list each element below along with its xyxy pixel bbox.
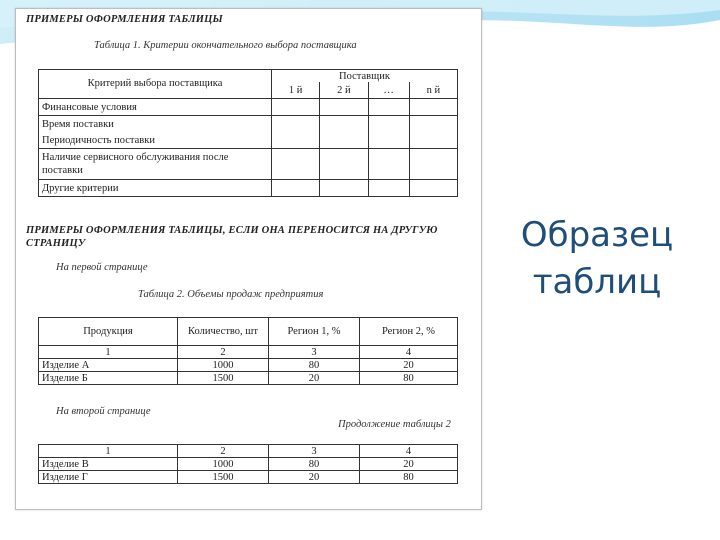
col-region-2: Регион 2, % bbox=[360, 318, 458, 346]
slide-title-line-1: Образец bbox=[520, 215, 674, 255]
col-number: 1 bbox=[39, 346, 178, 359]
col-product: Продукция bbox=[39, 318, 178, 346]
supplier-1: 1 й bbox=[272, 82, 320, 99]
region2-value: 80 bbox=[360, 471, 458, 484]
criteria-table bbox=[38, 69, 458, 197]
heading-1: ПРИМЕРЫ ОФОРМЛЕНИЯ ТАБЛИЦЫ bbox=[26, 14, 223, 25]
quantity-value: 1000 bbox=[178, 458, 269, 471]
criterion-row: Финансовые условия bbox=[39, 99, 272, 116]
second-page-label: На второй странице bbox=[56, 406, 151, 417]
supplier-n: n й bbox=[409, 82, 457, 99]
sales-table bbox=[38, 317, 458, 385]
region2-value: 20 bbox=[360, 458, 458, 471]
region1-value: 20 bbox=[269, 372, 360, 385]
product-name: Изделие А bbox=[39, 359, 178, 372]
region2-value: 20 bbox=[360, 359, 458, 372]
criterion-row: Время поставки bbox=[39, 116, 272, 133]
table-row bbox=[39, 471, 458, 484]
criterion-row: Наличие сервисного обслуживания после поставки bbox=[39, 149, 272, 180]
criterion-header: Критерий выбора поставщика bbox=[87, 78, 223, 89]
table1-caption: Таблица 1. Критерии окончательного выбора поставщика bbox=[94, 40, 357, 51]
table-row bbox=[39, 372, 458, 385]
col-quantity: Количество, шт bbox=[178, 318, 269, 346]
quantity-value: 1500 bbox=[178, 372, 269, 385]
col-number: 1 bbox=[39, 445, 178, 458]
slide-title-line-2: таблиц bbox=[532, 262, 662, 302]
table2-caption: Таблица 2. Объемы продаж предприятия bbox=[138, 289, 324, 300]
supplier-header: Поставщик bbox=[272, 70, 458, 83]
criterion-row: Периодичность поставки bbox=[39, 132, 272, 149]
product-name: Изделие В bbox=[39, 458, 178, 471]
supplier-2: 2 й bbox=[320, 82, 368, 99]
product-name: Изделие Б bbox=[39, 372, 178, 385]
region1-value: 80 bbox=[269, 359, 360, 372]
quantity-value: 1500 bbox=[178, 471, 269, 484]
col-number: 2 bbox=[178, 445, 269, 458]
region2-value: 80 bbox=[360, 372, 458, 385]
product-name: Изделие Г bbox=[39, 471, 178, 484]
region1-value: 80 bbox=[269, 458, 360, 471]
continuation-label: Продолжение таблицы 2 bbox=[338, 419, 451, 430]
col-number: 3 bbox=[269, 346, 360, 359]
col-number: 3 bbox=[269, 445, 360, 458]
quantity-value: 1000 bbox=[178, 359, 269, 372]
sales-table-continued bbox=[38, 444, 458, 484]
col-number: 4 bbox=[360, 346, 458, 359]
region1-value: 20 bbox=[269, 471, 360, 484]
slide-title bbox=[497, 212, 697, 306]
supplier-ellipsis: … bbox=[368, 82, 409, 99]
col-region-1: Регион 1, % bbox=[269, 318, 360, 346]
col-number: 4 bbox=[360, 445, 458, 458]
document-page bbox=[15, 8, 482, 510]
criterion-header-cell bbox=[39, 70, 272, 99]
table-row bbox=[39, 458, 458, 471]
criterion-row: Другие критерии bbox=[39, 180, 272, 197]
col-number: 2 bbox=[178, 346, 269, 359]
table-row bbox=[39, 359, 458, 372]
heading-2: ПРИМЕРЫ ОФОРМЛЕНИЯ ТАБЛИЦЫ, ЕСЛИ ОНА ПЕРЕНОСИТСЯ НА ДРУГУЮ СТРАНИЦУ bbox=[26, 225, 438, 249]
first-page-label: На первой странице bbox=[56, 262, 148, 273]
